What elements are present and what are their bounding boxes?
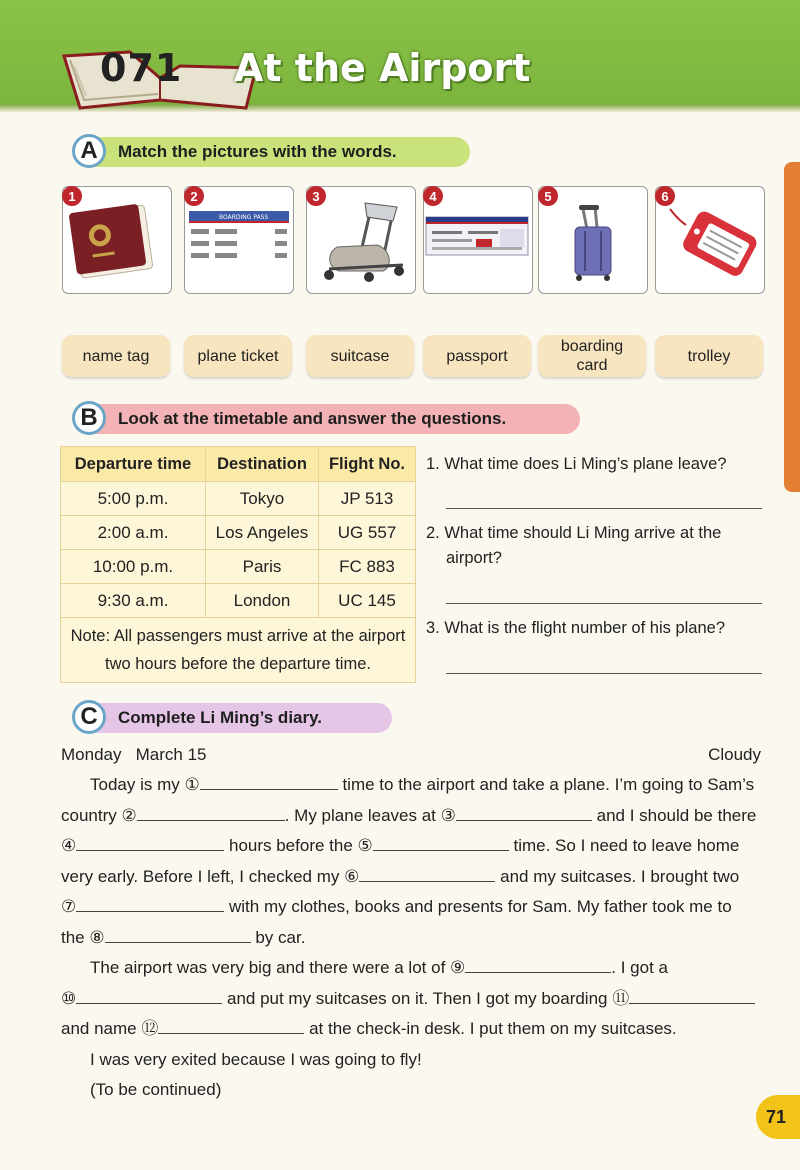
- diary-line: [61, 953, 765, 984]
- word-option: name tag: [62, 335, 170, 377]
- picture-number: 1: [62, 186, 82, 206]
- diary-date: Monday March 15: [61, 745, 207, 764]
- picture-card-4: [423, 186, 533, 294]
- picture-number: 6: [655, 186, 675, 206]
- section-instruction: Match the pictures with the words.: [118, 142, 397, 161]
- blank-2[interactable]: [137, 802, 285, 821]
- diary-line: [61, 892, 765, 923]
- diary-line: I was very exited because I was going to fly!: [90, 1049, 422, 1069]
- section-letter: A: [72, 134, 106, 168]
- table-cell: Los Angeles: [206, 516, 319, 550]
- table-cell: JP 513: [319, 482, 416, 516]
- diary-text: hours before the ⑤: [228, 836, 373, 855]
- picture-number: 4: [423, 186, 443, 206]
- table-row: [61, 516, 416, 550]
- table-header-row: [61, 447, 416, 482]
- blank-9[interactable]: [465, 954, 611, 973]
- picture-card-2: [184, 186, 294, 294]
- diary-text: very early. Before I left, I checked my ⑥: [61, 866, 360, 886]
- question-1: 1. What time does Li Ming’s plane leave?: [426, 455, 727, 473]
- diary-text: country ②: [61, 805, 137, 825]
- diary-text: ⑩: [61, 988, 77, 1008]
- diary-text: and I should be there: [596, 805, 757, 825]
- diary-line: [61, 801, 765, 832]
- table-header: Departure time: [61, 447, 206, 482]
- answer-line-3[interactable]: [446, 673, 762, 674]
- answer-line-1[interactable]: [446, 508, 762, 509]
- table-cell: 5:00 p.m.: [61, 482, 206, 516]
- diary-text: and my suitcases. I brought two: [500, 866, 740, 886]
- page-title: At the Airport: [234, 46, 531, 90]
- section-letter: B: [72, 401, 106, 435]
- diary-text: time to the airport and take a plane. I’m going to Sam’s: [342, 775, 755, 794]
- diary-line: [61, 923, 765, 954]
- picture-card-5: [538, 186, 648, 294]
- diary-text: at the check-in desk. I put them on my suitcases.: [309, 1019, 677, 1038]
- blank-8[interactable]: [105, 924, 251, 943]
- section-instruction: Look at the timetable and answer the questions.: [118, 409, 507, 428]
- table-cell: UG 557: [319, 516, 416, 550]
- table-cell: UC 145: [319, 584, 416, 618]
- question-2: [426, 521, 746, 571]
- table-header: Flight No.: [319, 447, 416, 482]
- table-cell: FC 883: [319, 550, 416, 584]
- table-cell: Paris: [206, 550, 319, 584]
- diary-text: and name ⑫: [61, 1019, 159, 1038]
- diary-text: the ⑧: [61, 927, 105, 947]
- blank-11[interactable]: [629, 985, 755, 1004]
- boarding-pass-label: BOARDING PASS: [219, 214, 269, 221]
- blank-3[interactable]: [456, 802, 592, 821]
- section-letter: C: [72, 700, 106, 734]
- diary-text: . I got a: [611, 958, 668, 977]
- side-tab: [784, 162, 800, 492]
- diary-body: [61, 770, 765, 1106]
- blank-5[interactable]: [373, 832, 509, 851]
- blank-12[interactable]: [158, 1015, 304, 1034]
- section-a-banner: [72, 137, 472, 167]
- blank-1[interactable]: [200, 771, 338, 790]
- diary-line: [61, 770, 765, 801]
- table-cell: 10:00 p.m.: [61, 550, 206, 584]
- section-c-banner: [72, 703, 394, 733]
- table-cell: 2:00 a.m.: [61, 516, 206, 550]
- table-cell: Tokyo: [206, 482, 319, 516]
- diary-text: The airport was very big and there were a lot of ⑨: [90, 958, 466, 977]
- word-option: boarding card: [538, 335, 646, 377]
- diary-line: (To be continued): [90, 1080, 222, 1099]
- picture-number: 5: [538, 186, 558, 206]
- blank-7[interactable]: [76, 893, 224, 912]
- page-number: 71: [756, 1095, 800, 1139]
- table-header: Destination: [206, 447, 319, 482]
- diary-text: with my clothes, books and presents for Sam. My father took me to: [228, 897, 732, 916]
- section-b-banner: [72, 404, 582, 434]
- timetable: [60, 446, 416, 683]
- blank-10[interactable]: [76, 985, 222, 1004]
- question-2-text: 2. What time should Li Ming arrive at the airport?: [426, 524, 722, 567]
- diary-line: [61, 984, 765, 1015]
- picture-number: 2: [184, 186, 204, 206]
- blank-4[interactable]: [76, 832, 224, 851]
- word-option: plane ticket: [184, 335, 292, 377]
- table-cell: London: [206, 584, 319, 618]
- diary-weather: Cloudy: [708, 745, 761, 764]
- diary-text: by car.: [255, 927, 306, 947]
- table-note-row: [61, 618, 416, 683]
- word-option: passport: [423, 335, 531, 377]
- picture-card-3: [306, 186, 416, 294]
- diary-line: [61, 1014, 765, 1045]
- word-option: trolley: [655, 335, 763, 377]
- diary-line: [61, 862, 765, 893]
- diary-text: ④: [61, 836, 77, 855]
- table-cell: 9:30 a.m.: [61, 584, 206, 618]
- blank-6[interactable]: [359, 863, 495, 882]
- diary-line: [61, 831, 765, 862]
- diary-text: ⑦: [61, 897, 77, 916]
- table-note: Note: All passengers must arrive at the airport two hours before the departure time.: [61, 618, 416, 683]
- table-row: [61, 584, 416, 618]
- picture-card-6: [655, 186, 765, 294]
- diary-text: . My plane leaves at ③: [284, 805, 456, 825]
- lesson-number: 071: [100, 46, 183, 90]
- section-instruction: Complete Li Ming’s diary.: [118, 708, 323, 727]
- diary-date-line: [61, 740, 765, 770]
- picture-card-1: [62, 186, 172, 294]
- diary-text: Today is my ①: [90, 775, 200, 794]
- table-row: [61, 550, 416, 584]
- picture-number: 3: [306, 186, 326, 206]
- word-option: suitcase: [306, 335, 414, 377]
- diary-text: and put my suitcases on it. Then I got my boarding ⑪: [226, 988, 630, 1008]
- question-3: 3. What is the flight number of his plane?: [426, 619, 725, 637]
- answer-line-2[interactable]: [446, 603, 762, 604]
- diary-text: time. So I need to leave home: [513, 836, 740, 855]
- table-row: [61, 482, 416, 516]
